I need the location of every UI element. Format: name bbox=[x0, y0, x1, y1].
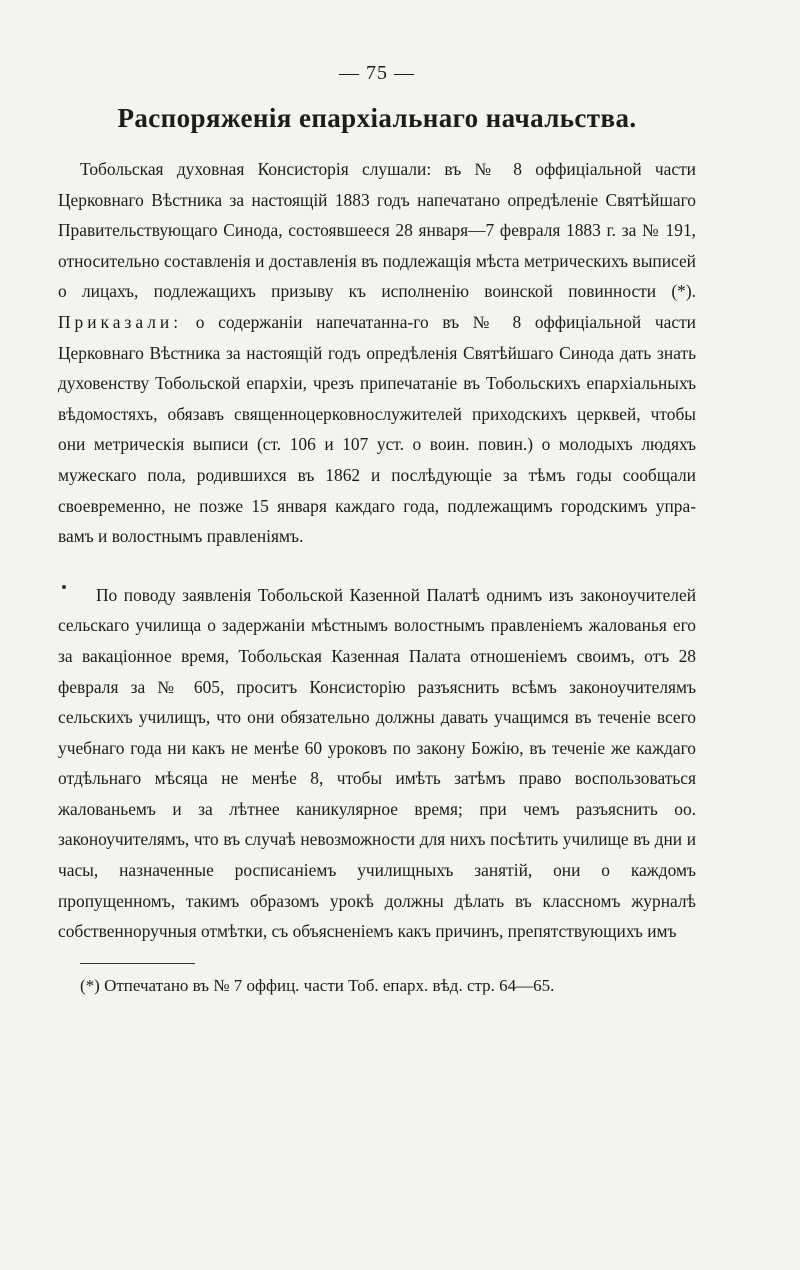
ordered-keyword: Приказали: bbox=[58, 311, 183, 332]
page-number: — 75 — bbox=[339, 62, 415, 84]
section-heading: Распоряженія епархіальнаго начальства. bbox=[117, 103, 637, 133]
document-page bbox=[58, 62, 696, 998]
footnote-divider bbox=[80, 963, 195, 964]
footnote: (*) Отпечатано въ № 7 оффиц. части Тоб. епарх. вѣд. стр. 64—65. bbox=[80, 975, 555, 995]
stray-mark bbox=[62, 585, 66, 589]
paragraph-1-text-start: Тобольская духовная Консисторія слушали: въ № 8 оффиціальной части Церковнаго Вѣстника за настоящій 1883 годъ напечатано опредѣленіе Святѣйшаго Правительствующаго Синода, состоявшееся 28 января—7 февраля 1883 г. за № 191, относительно составленія и доставленія въ подлежащія мѣста метрическихъ выписей о лицахъ, подлежащихъ призыву къ исполненію воинской повинности (*). bbox=[58, 159, 696, 302]
paragraph-treasury-request bbox=[58, 580, 696, 947]
paragraph-1-text-end: о содержаніи напечатанна-го въ № 8 оффиціальной части Церковнаго Вѣстника за настоящій годъ опредѣленія Святѣйшаго Синода дать знать духовенству Тобольской епархіи, чрезъ припечатаніе въ Тобольскихъ епархіальныхъ вѣдомостяхъ, обязавъ священноцерковнослужителей приходскихъ церквей, чтобы они метрическія выписи (ст. 106 и 107 уст. о воин. повин.) о молодыхъ людяхъ мужескаго пола, родившихся въ 1862 и послѣдующіе за тѣмъ годы сообщали своевременно, не позже 15 января каждаго года, подлежащимъ городскимъ упра-вамъ и волостнымъ правленіямъ. bbox=[58, 311, 696, 547]
paragraph-2-text: По поводу заявленія Тобольской Казенной Палатѣ однимъ изъ законоучителей сельскаго училища о задержаніи мѣстнымъ волостнымъ правленіемъ жалованья его за вакаціонное время, Тобольская Казенная Палата отношеніемъ своимъ, отъ 28 февраля за № 605, проситъ Консисторію разъяснить всѣмъ законоучителямъ сельскихъ училищъ, что они обязательно должны давать учащимся въ теченіе всего учебнаго года ни какъ не менѣе 60 уроковъ по закону Божію, въ теченіе же каждаго отдѣльнаго мѣсяца не менѣе 8, чтобы имѣть затѣмъ право воспользоваться жалованьемъ и за лѣтнее каникулярное время; при чемъ разъяснить оо. законоучителямъ, что въ случаѣ невозможности для нихъ посѣтить училище въ дни и часы, назначенные росписаніемъ училищныхъ занятій, они о каждомъ пропущенномъ, такимъ образомъ урокѣ должны дѣлать въ классномъ журналѣ собственноручныя отмѣтки, съ объясненіемъ какъ причинъ, препятствующихъ имъ bbox=[58, 584, 696, 942]
paragraph-consistory-decree bbox=[58, 154, 696, 552]
